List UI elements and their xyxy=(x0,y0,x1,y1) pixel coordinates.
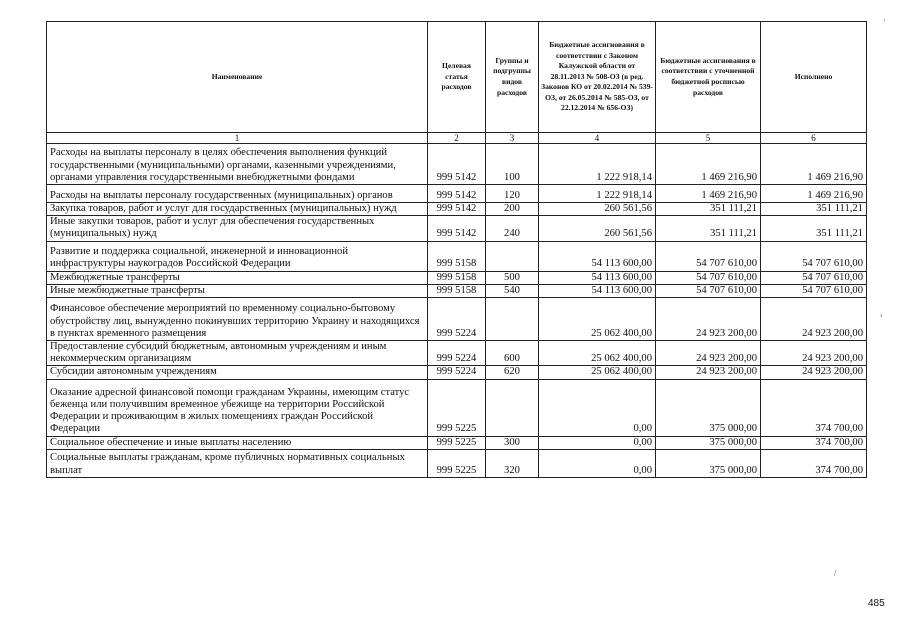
row-refined-allocation: 54 707 610,00 xyxy=(656,241,761,271)
row-refined-allocation: 351 111,21 xyxy=(656,216,761,241)
table-row xyxy=(47,241,867,271)
row-executed: 1 469 216,90 xyxy=(761,144,867,185)
table-row xyxy=(47,379,867,436)
row-refined-allocation: 24 923 200,00 xyxy=(656,298,761,341)
row-expense-group: 320 xyxy=(486,449,539,477)
table-row xyxy=(47,341,867,366)
row-executed: 374 700,00 xyxy=(761,436,867,449)
row-target-code: 999 5158 xyxy=(428,271,486,284)
column-number: 4 xyxy=(539,133,656,144)
row-refined-allocation: 54 707 610,00 xyxy=(656,271,761,284)
row-name: Развитие и поддержка социальной, инженерной и инновационной инфраструктуры наукоградов Российской Федерации xyxy=(47,241,428,271)
row-executed: 54 707 610,00 xyxy=(761,271,867,284)
row-name: Субсидии автономным учреждениям xyxy=(47,366,428,379)
row-executed: 374 700,00 xyxy=(761,449,867,477)
column-number: 3 xyxy=(486,133,539,144)
row-target-code: 999 5158 xyxy=(428,284,486,297)
table-row xyxy=(47,144,867,185)
row-executed: 1 469 216,90 xyxy=(761,185,867,203)
row-target-code: 999 5225 xyxy=(428,449,486,477)
row-expense-group: 200 xyxy=(486,203,539,216)
row-expense-group xyxy=(486,241,539,271)
row-executed: 54 707 610,00 xyxy=(761,241,867,271)
row-law-allocation: 25 062 400,00 xyxy=(539,366,656,379)
table-row xyxy=(47,185,867,203)
row-refined-allocation: 54 707 610,00 xyxy=(656,284,761,297)
row-target-code: 999 5142 xyxy=(428,203,486,216)
row-refined-allocation: 375 000,00 xyxy=(656,379,761,436)
row-law-allocation: 54 113 600,00 xyxy=(539,241,656,271)
column-number-row xyxy=(47,133,867,144)
row-refined-allocation: 24 923 200,00 xyxy=(656,341,761,366)
row-target-code: 999 5225 xyxy=(428,436,486,449)
row-name: Оказание адресной финансовой помощи гражданам Украины, имеющим статус беженца или получившим временное убежище на территории Российской Федерации и проживающим в жилых помещениях граждан Российской Федерации xyxy=(47,379,428,436)
row-expense-group: 300 xyxy=(486,436,539,449)
row-law-allocation: 0,00 xyxy=(539,436,656,449)
row-target-code: 999 5224 xyxy=(428,298,486,341)
header-code: Целевая статья расходов xyxy=(428,22,486,133)
column-number: 5 xyxy=(656,133,761,144)
row-refined-allocation: 24 923 200,00 xyxy=(656,366,761,379)
budget-table xyxy=(46,21,867,478)
row-name: Предоставление субсидий бюджетным, автономным учреждениям и иным некоммерческим организациям xyxy=(47,341,428,366)
row-target-code: 999 5224 xyxy=(428,341,486,366)
table-row xyxy=(47,449,867,477)
header-name: Наименование xyxy=(47,22,428,133)
row-law-allocation: 1 222 918,14 xyxy=(539,185,656,203)
row-expense-group: 600 xyxy=(486,341,539,366)
scan-speck: ‹ xyxy=(880,310,883,320)
row-name: Финансовое обеспечение мероприятий по временному социально-бытовому обустройству лиц, вынужденно покинувших территорию Украину и находящихся в пунктах временного размещения xyxy=(47,298,428,341)
row-expense-group: 540 xyxy=(486,284,539,297)
row-executed: 54 707 610,00 xyxy=(761,284,867,297)
table-row xyxy=(47,366,867,379)
row-law-allocation: 0,00 xyxy=(539,379,656,436)
header-law-allocation: Бюджетные ассигнования в соответствии с Законом Калужской области от 28.11.2013 № 508-ОЗ (в ред. Законов КО от 20.02.2014 № 539-ОЗ, от 26.05.2014 № 585-ОЗ, от 22.12.2014 № 656-ОЗ) xyxy=(539,22,656,133)
table-row xyxy=(47,203,867,216)
row-refined-allocation: 375 000,00 xyxy=(656,436,761,449)
row-executed: 351 111,21 xyxy=(761,203,867,216)
header-refined-allocation: Бюджетные ассигнования в соответствии с уточненной бюджетной росписью расходов xyxy=(656,22,761,133)
row-law-allocation: 1 222 918,14 xyxy=(539,144,656,185)
table-row xyxy=(47,216,867,241)
row-refined-allocation: 1 469 216,90 xyxy=(656,185,761,203)
row-expense-group: 120 xyxy=(486,185,539,203)
row-name: Расходы на выплаты персоналу в целях обеспечения выполнения функций государственными (муниципальными) органами, казенными учреждениями, органами управления государственными внебюджетными фондами xyxy=(47,144,428,185)
row-executed: 351 111,21 xyxy=(761,216,867,241)
table-row xyxy=(47,298,867,341)
table-row xyxy=(47,436,867,449)
row-law-allocation: 25 062 400,00 xyxy=(539,298,656,341)
row-law-allocation: 54 113 600,00 xyxy=(539,271,656,284)
row-executed: 24 923 200,00 xyxy=(761,298,867,341)
row-law-allocation: 260 561,56 xyxy=(539,203,656,216)
row-target-code: 999 5225 xyxy=(428,379,486,436)
row-refined-allocation: 351 111,21 xyxy=(656,203,761,216)
row-executed: 374 700,00 xyxy=(761,379,867,436)
row-expense-group: 500 xyxy=(486,271,539,284)
row-expense-group: 100 xyxy=(486,144,539,185)
row-expense-group xyxy=(486,298,539,341)
row-name: Иные закупки товаров, работ и услуг для обеспечения государственных (муниципальных) нужд xyxy=(47,216,428,241)
row-law-allocation: 54 113 600,00 xyxy=(539,284,656,297)
table-row xyxy=(47,284,867,297)
row-name: Социальные выплаты гражданам, кроме публичных нормативных социальных выплат xyxy=(47,449,428,477)
column-number: 6 xyxy=(761,133,867,144)
row-law-allocation: 0,00 xyxy=(539,449,656,477)
column-number: 1 xyxy=(47,133,428,144)
row-name: Иные межбюджетные трансферты xyxy=(47,284,428,297)
row-refined-allocation: 375 000,00 xyxy=(656,449,761,477)
column-number: 2 xyxy=(428,133,486,144)
row-law-allocation: 260 561,56 xyxy=(539,216,656,241)
page-number: 485 xyxy=(868,598,885,609)
row-executed: 24 923 200,00 xyxy=(761,366,867,379)
row-name: Межбюджетные трансферты xyxy=(47,271,428,284)
scan-speck: ' xyxy=(884,18,886,28)
table-row xyxy=(47,271,867,284)
scan-speck: / xyxy=(834,568,837,578)
row-refined-allocation: 1 469 216,90 xyxy=(656,144,761,185)
row-law-allocation: 25 062 400,00 xyxy=(539,341,656,366)
row-name: Закупка товаров, работ и услуг для государственных (муниципальных) нужд xyxy=(47,203,428,216)
row-expense-group: 240 xyxy=(486,216,539,241)
row-executed: 24 923 200,00 xyxy=(761,341,867,366)
row-name: Расходы на выплаты персоналу государственных (муниципальных) органов xyxy=(47,185,428,203)
header-group: Группы и подгруппы видов расходов xyxy=(486,22,539,133)
row-target-code: 999 5158 xyxy=(428,241,486,271)
row-expense-group: 620 xyxy=(486,366,539,379)
row-target-code: 999 5142 xyxy=(428,216,486,241)
row-target-code: 999 5142 xyxy=(428,144,486,185)
header-executed: Исполнено xyxy=(761,22,867,133)
row-name: Социальное обеспечение и иные выплаты населению xyxy=(47,436,428,449)
row-target-code: 999 5142 xyxy=(428,185,486,203)
row-target-code: 999 5224 xyxy=(428,366,486,379)
row-expense-group xyxy=(486,379,539,436)
header-row xyxy=(47,22,867,133)
